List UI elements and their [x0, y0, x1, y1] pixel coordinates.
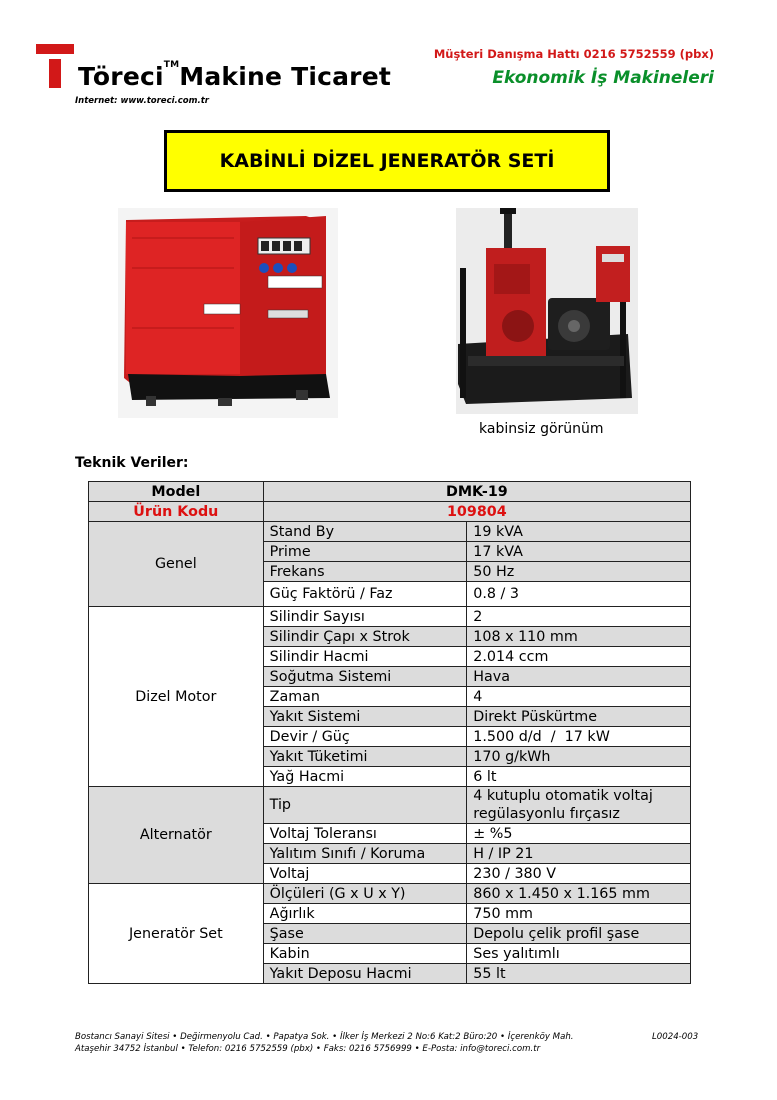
product-code-label: Ürün Kodu — [89, 502, 264, 522]
spec-value: 170 g/kWh — [467, 747, 691, 767]
technical-data-heading: Teknik Veriler: — [75, 455, 189, 471]
product-code-value: 109804 — [263, 502, 690, 522]
spec-label: Frekans — [263, 562, 467, 582]
spec-value: Direkt Püskürtme — [467, 707, 691, 727]
model-value: DMK-19 — [263, 482, 690, 502]
spec-label: Yakıt Deposu Hacmi — [263, 964, 467, 984]
spec-value: 0.8 / 3 — [467, 582, 691, 607]
spec-label: Şase — [263, 924, 467, 944]
spec-value: Hava — [467, 667, 691, 687]
open-generator-photo — [456, 208, 638, 414]
spec-label: Yakıt Tüketimi — [263, 747, 467, 767]
customer-hotline: Müşteri Danışma Hattı 0216 5752559 (pbx) — [433, 47, 714, 61]
table-row — [89, 787, 691, 824]
spec-label: Stand By — [263, 522, 467, 542]
spec-value: 108 x 110 mm — [467, 627, 691, 647]
spec-value: 2 — [467, 607, 691, 627]
enclosed-generator-photo — [118, 208, 338, 418]
model-label: Model — [89, 482, 264, 502]
spec-label: Devir / Güç — [263, 727, 467, 747]
spec-value: 2.014 ccm — [467, 647, 691, 667]
spec-label: Silindir Sayısı — [263, 607, 467, 627]
spec-value: 860 x 1.450 x 1.165 mm — [467, 884, 691, 904]
spec-label: Yakıt Sistemi — [263, 707, 467, 727]
model-row — [89, 482, 691, 502]
spec-value: 50 Hz — [467, 562, 691, 582]
category-dizel-motor: Dizel Motor — [89, 607, 264, 787]
spec-value: Ses yalıtımlı — [467, 944, 691, 964]
spec-label: Voltaj — [263, 864, 467, 884]
spec-value: 230 / 380 V — [467, 864, 691, 884]
spec-label: Ağırlık — [263, 904, 467, 924]
table-row — [89, 522, 691, 542]
spec-label: Silindir Çapı x Strok — [263, 627, 467, 647]
spec-label: Kabin — [263, 944, 467, 964]
spec-value: 4 — [467, 687, 691, 707]
spec-label: Zaman — [263, 687, 467, 707]
technical-data-table — [88, 481, 691, 984]
document-id: L0024-003 — [652, 1032, 699, 1042]
spec-value: Depolu çelik profil şase — [467, 924, 691, 944]
spec-label: Voltaj Toleransı — [263, 824, 467, 844]
spec-value: 6 lt — [467, 767, 691, 787]
spec-label: Güç Faktörü / Faz — [263, 582, 467, 607]
slogan: Ekonomik İş Makineleri — [492, 68, 714, 88]
spec-label: Silindir Hacmi — [263, 647, 467, 667]
spec-value: 1.500 d/d / 17 kW — [467, 727, 691, 747]
spec-value: 19 kVA — [467, 522, 691, 542]
spec-label: Tip — [263, 787, 467, 824]
spec-value: 750 mm — [467, 904, 691, 924]
toreci-logo-icon — [36, 44, 74, 88]
category-jenerator-set: Jeneratör Set — [89, 884, 264, 984]
spec-label: Prime — [263, 542, 467, 562]
brand-name: Töreci™Makine Ticaret — [78, 60, 392, 91]
spec-value: H / IP 21 — [467, 844, 691, 864]
category-genel: Genel — [89, 522, 264, 607]
table-row — [89, 884, 691, 904]
table-row — [89, 607, 691, 627]
spec-label: Yağ Hacmi — [263, 767, 467, 787]
spec-label: Yalıtım Sınıfı / Koruma — [263, 844, 467, 864]
category-alternator: Alternatör — [89, 787, 264, 884]
document-title: KABİNLİ DİZEL JENERATÖR SETİ — [164, 130, 610, 192]
spec-value: 4 kutuplu otomatik voltaj regülasyonlu fırçasız — [467, 787, 691, 824]
spec-value: 17 kVA — [467, 542, 691, 562]
open-view-caption: kabinsiz görünüm — [479, 421, 604, 437]
product-code-row — [89, 502, 691, 522]
internet-address: Internet: www.toreci.com.tr — [75, 96, 209, 106]
spec-value: 55 lt — [467, 964, 691, 984]
spec-label: Ölçüleri (G x U x Y) — [263, 884, 467, 904]
spec-label: Soğutma Sistemi — [263, 667, 467, 687]
spec-value: ± %5 — [467, 824, 691, 844]
footer-address-line-1: Bostancı Sanayi Sitesi • Değirmenyolu Cad. • Papatya Sok. • İlker İş Merkezi 2 No:6 Kat:2 Büro:20 • İçerenköy Mah. — [75, 1032, 574, 1042]
footer-address-line-2: Ataşehir 34752 İstanbul • Telefon: 0216 5752559 (pbx) • Faks: 0216 5756999 • E-Posta: info@toreci.com.tr — [75, 1044, 541, 1054]
